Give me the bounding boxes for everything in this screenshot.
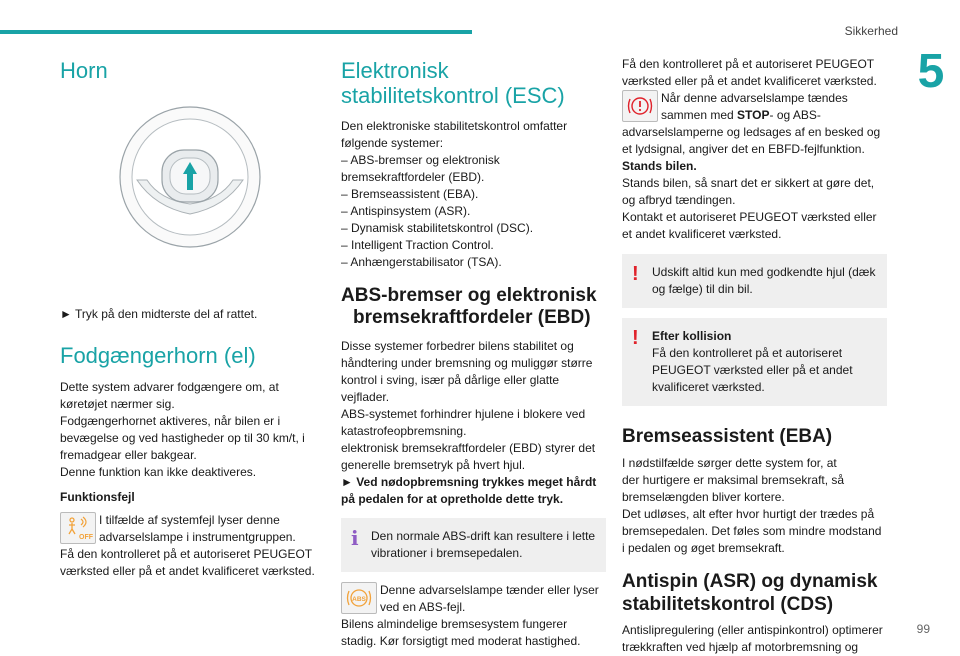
section-number: 5	[917, 45, 945, 98]
esc-title: Elektronisk stabilitetskontrol (ESC)	[341, 58, 565, 109]
wheel-warning-note: ! Udskift altid kun med godkendte hjul (dæk og fælge) til din bil.	[622, 254, 887, 308]
stop-label: Stands bilen.	[622, 159, 697, 173]
abs-title: ABS-bremser og elektronisk bremsekraftfordeler (EBD)	[341, 284, 597, 329]
warning-icon: !	[632, 327, 639, 349]
abs-warning-row	[341, 582, 606, 616]
asr-title: Antispin (ASR) og dynamisk stabilitetskontrol (CDS)	[622, 570, 878, 615]
collision-warning-note: ! Efter kollision Få den kontrolleret på et autoriseret PEUGEOT værksted eller på et andet kvalificeret værksted.	[622, 318, 887, 406]
ebfd-warning-row	[622, 90, 887, 124]
malfunction-title: Funktionsfejl	[60, 489, 135, 504]
abs-after-text: Bilens almindelige bremsesystem fungerer stadig. Kør forsigtigt med moderat hastighed.	[341, 617, 581, 649]
page-number: 99	[916, 622, 930, 636]
pedestrian-horn-text: Dette system advarer fodgængere om, at køretøjet nærmer sig. Fodgængerhornet aktiveres, når bilen er i bevægelse og ved hastigheder op til 30 km/t, i fremadgear eller bakgear. Denne funktion kan ikke deaktiveres.	[60, 379, 305, 479]
section-name: Sikkerhed	[844, 24, 898, 38]
malfunction-advice: Få den kontrolleret på et autoriseret PEUGEOT værksted eller på et andet kvalificeret værksted.	[60, 546, 315, 578]
info-icon: i	[351, 526, 359, 551]
horn-instruction: ► Tryk på den midterste del af rattet.	[60, 307, 258, 322]
abs-emphasis: ► Ved nødopbremsning trykkes meget hårdt på pedalen for at opretholde dette tryk.	[341, 475, 597, 507]
column-right	[622, 56, 887, 656]
col3-top-text: Få den kontrolleret på et autoriseret PEUGEOT værksted eller på et andet kvalificeret værksted.	[622, 57, 877, 88]
abs-info-note: i Den normale ABS-drift kan resultere i lette vibrationer i bremsepedalen.	[341, 518, 606, 572]
eba-title: Bremseassistent (EBA)	[622, 426, 833, 447]
brake-system-warning-icon	[622, 90, 658, 122]
esc-systems-list: – ABS-bremser og elektronisk bremsekraftfordeler (EBD). – Bremseassistent (EBA). – Antispinsystem (ASR). – Dynamisk stabilitetskontrol (DSC). – Intelligent Traction Control. – Anhængerstabilisator (TSA).	[341, 152, 534, 269]
asr-text: Antislipregulering (eller antispinkontrol) optimerer trækkraften ved hjælp af motorbremsning og	[622, 623, 883, 655]
ebfd-icon-text: Når denne advarselslampe tændes sammen med STOP- og ABS-	[661, 91, 848, 122]
esc-intro: Den elektroniske stabilitetskontrol omfatter følgende systemer:	[341, 118, 568, 150]
header-accent-bar	[0, 30, 472, 34]
ebfd-text: advarselslamperne og ledsages af en besked og et lydsignal, angiver det en EBFD-fejlfunktion.	[622, 125, 881, 156]
column-middle	[341, 56, 606, 650]
abs-warning-text: Denne advarselslampe tænder eller lyser ved en ABS-fejl.	[380, 583, 599, 615]
column-left	[60, 56, 320, 580]
abs-text: Disse systemer forbedrer bilens stabilitet og håndtering under bremsning og muliggør større kontrol i sving, især på dårlige eller glatte vejflader. ABS-systemet forhindrer hjulene i blokere ved katastrofeopbremsning. elektronisk bremsekraftfordeler (EBD) styrer det generelle bremsetryk på hvert hjul.	[341, 339, 596, 473]
abs-warning-icon	[341, 582, 377, 614]
malfunction-icon-text: I tilfælde af systemfejl lyser denne advarselslampe i instrumentgruppen.	[99, 512, 296, 544]
horn-title: Horn	[60, 58, 108, 83]
warning-icon: !	[632, 263, 639, 285]
steering-wheel-illustration	[115, 102, 265, 252]
ebfd-after-text: Stands bilen, så snart det er sikkert at gøre det, og afbryd tændingen. Kontakt et autoriseret PEUGEOT værksted eller et andet kvalificeret værksted.	[622, 176, 877, 241]
svg-text:ABS: ABS	[352, 596, 366, 604]
svg-text:OFF: OFF	[79, 533, 93, 541]
malfunction-warning-row	[60, 512, 320, 546]
eba-text: I nødstilfælde sørger dette system for, at der hurtigere er maksimal bremsekraft, så bremselængden bliver kortere. Det udløses, alt efter hvor hurtigt der trædes på bremsepedalen. Det føles som mindre modstand i pedalen og øget bremsekraft.	[622, 455, 882, 555]
pedestrian-horn-title: Fodgængerhorn (el)	[60, 343, 256, 369]
pedestrian-horn-off-icon	[60, 512, 96, 544]
